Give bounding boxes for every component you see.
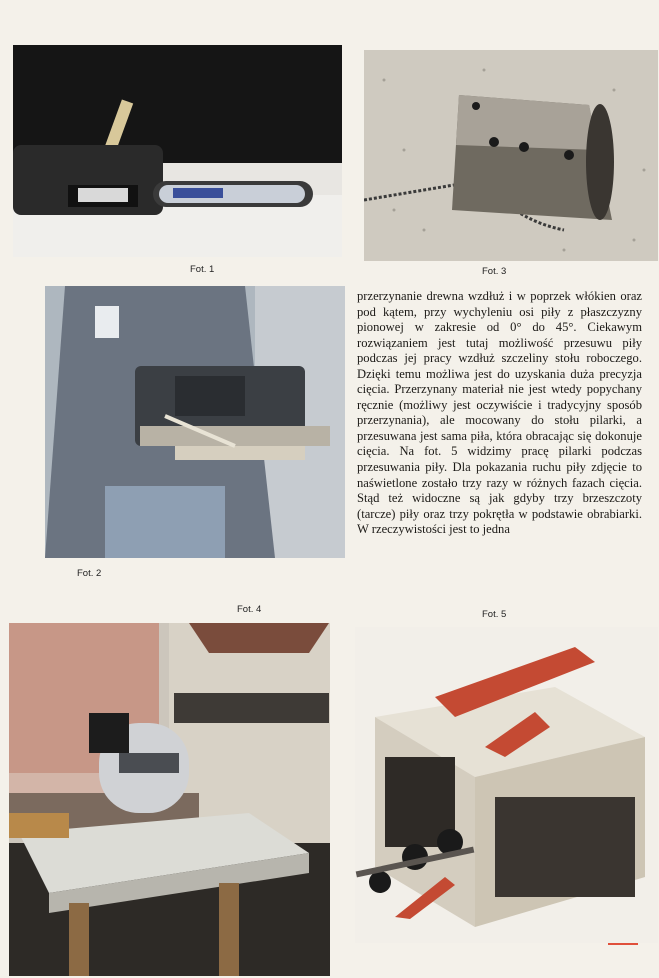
photo-fot-2 xyxy=(45,286,345,558)
caption-fot-1: Fot. 1 xyxy=(190,264,215,275)
caption-fot-2: Fot. 2 xyxy=(77,568,102,579)
decorative-rule xyxy=(608,943,638,945)
caption-fot-5: Fot. 5 xyxy=(482,609,507,620)
photo-fot-1 xyxy=(13,45,342,257)
photo-fot-5 xyxy=(355,627,658,943)
caption-fot-3: Fot. 3 xyxy=(482,266,507,277)
article-text: przerzynanie drewna wzdłuż i w poprzek włókien oraz pod kątem, przy wychyleniu osi piły z płaszczyzny pionowej w zakresie od 0° do 45°. Ciekawym rozwiązaniem jest tutaj możliwość przesuwu piły podczas jej pracy wzdłuż szczeliny stołu roboczego. Dzięki temu możliwa jest do uzyskania duża precyzja cięcia. Przerzynany materiał nie jest wtedy popychany ręcznie (możliwy jest oczywiście i tradycyjny sposób przerzynania), ale mocowany do stołu pilarki, a przesuwana jest sama piła, która obracając się dokonuje cięcia. Na fot. 5 widzimy pracę pilarki podczas przesuwania piły. Dla pokazania ruchu piły zdjęcie to naświetlone zostało trzy razy w różnych fazach cięcia. Stąd też widoczne są jak gdyby trzy brzeszczoty (tarcze) piły oraz trzy pokrętła w podstawie obrabiarki. W rzeczywistości jest to jedna xyxy=(357,289,642,537)
photo-fot-3 xyxy=(364,50,658,261)
photo-fot-4 xyxy=(9,623,330,976)
caption-fot-4: Fot. 4 xyxy=(237,604,262,615)
